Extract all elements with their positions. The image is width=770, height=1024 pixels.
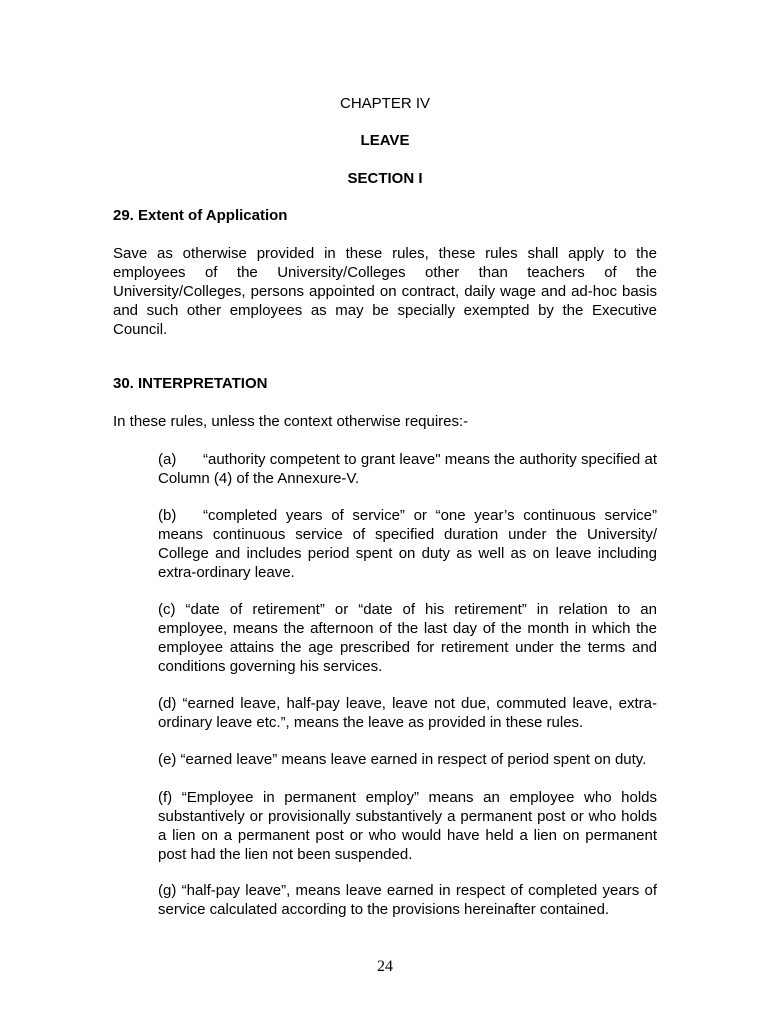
clause-label: (a) [158,451,177,468]
clause-label: (b) [158,507,177,524]
chapter-title: CHAPTER IV [339,95,430,112]
clause-e [158,750,657,769]
clause-a [158,450,657,488]
rule-30-intro: In these rules, unless the context otherwise requires:- [113,413,469,430]
clause-b [158,506,657,582]
clause-label: (g) [158,882,177,899]
clause-f [158,788,657,864]
rule-29-heading: 29. Extent of Application [113,207,288,224]
clause-label: (f) [158,789,173,806]
clause-text: “earned leave, half-pay leave, leave not due, commuted leave, extra-ordinary leave etc.”, means the leave as provided in these rules. [158,695,657,731]
page-number: 24 [377,958,393,975]
clause-text: “authority competent to grant leave" means the authority specified at Column (4) of the Annexure-V. [158,451,657,487]
clause-text: “completed years of service” or “one year’s continuous service” means continuous service of specified duration under the University/ College and includes period spent on duty as well as on leave including extra-ordinary leave. [158,507,657,581]
clause-text: “Employee in permanent employ” means an employee who holds substantively or provisionally substantively a permanent post or who holds a lien on a permanent post or who would have held a lien on permanent post had the lien not been suspended. [158,789,657,863]
clause-c [158,600,657,676]
clause-text: “earned leave” means leave earned in respect of period spent on duty. [180,751,647,768]
clause-text: “half-pay leave”, means leave earned in respect of completed years of service calculated according to the provisions hereinafter contained. [158,882,657,918]
chapter-heading: LEAVE [360,132,410,149]
clause-label: (c) [158,601,176,618]
clause-text: “date of retirement” or “date of his retirement” in relation to an employee, means the afternoon of the last day of the month in which the employee attains the age prescribed for retirement under the terms and conditions governing his services. [158,601,657,675]
clause-d [158,694,657,732]
rule-30-heading: 30. INTERPRETATION [113,375,268,392]
clause-label: (e) [158,751,177,768]
clause-g [158,881,657,919]
rule-29-text: Save as otherwise provided in these rules, these rules shall apply to the employees of the University/Colleges other than teachers of the University/Colleges, persons appointed on contract, daily wage and ad-hoc basis and such other employees as may be specially exempted by the Executive Council. [113,245,657,338]
section-heading: SECTION I [347,170,423,187]
clause-label: (d) [158,695,177,712]
